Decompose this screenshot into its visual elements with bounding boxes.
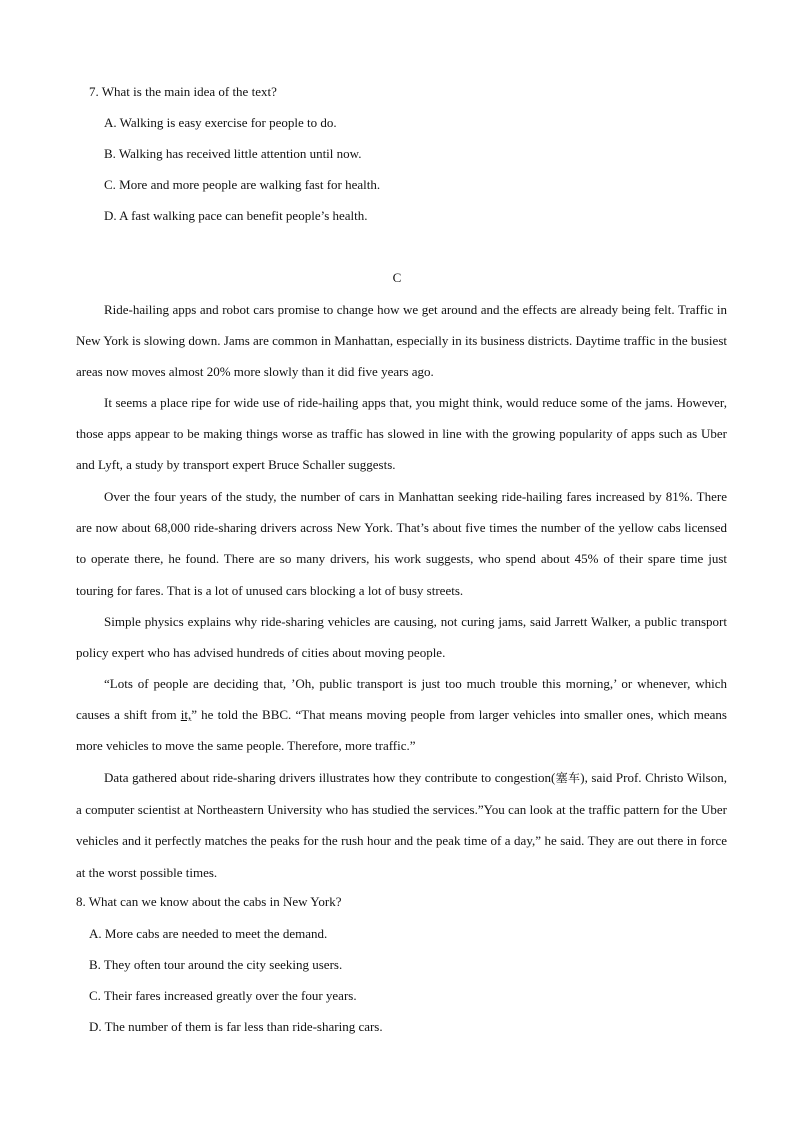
question-7-option-d: D. A fast walking pace can benefit people’s health. — [104, 208, 368, 223]
question-8-option-c: C. Their fares increased greatly over the four years. — [89, 988, 357, 1003]
passage-paragraph-2: It seems a place ripe for wide use of ride-hailing apps that, you might think, would reduce some of the jams. However, those apps appear to be making things worse as traffic has slowed in line with the growing popularity of apps such as Uber and Lyft, a study by transport expert Bruce Schaller suggests. — [76, 395, 727, 473]
question-8-option-b: B. They often tour around the city seeking users. — [89, 957, 343, 972]
question-8-option-d: D. The number of them is far less than ride-sharing cars. — [89, 1019, 383, 1034]
question-7-option-c: C. More and more people are walking fast for health. — [104, 177, 381, 192]
paragraph-6-text-end: ), said Prof. Christo Wilson, a computer scientist at Northeastern University who has studied the services.”You can look at the traffic pattern for the Uber vehicles and it perfectly matches the peaks for the rush hour and the peak time of a day,” he said. They are out there in force at the worst possible times. — [76, 770, 727, 880]
passage-heading: C — [392, 270, 402, 285]
chinese-gloss: 塞车 — [555, 771, 581, 785]
paragraph-5-text-start: “Lots of people are deciding that, ’Oh, public transport is just too much trouble this morning,’ or whenever, which causes a shift from — [76, 676, 727, 723]
underlined-word-it: it, — [180, 707, 192, 723]
question-7: 7. What is the main idea of the text? — [89, 84, 277, 99]
passage-paragraph-1: Ride-hailing apps and robot cars promise to change how we get around and the effects are already being felt. Traffic in New York is slowing down. Jams are common in Manhattan, especially in its business districts. Daytime traffic in the busiest areas now moves almost 20% more slowly than it did five years ago. — [76, 302, 727, 380]
passage-paragraph-4: Simple physics explains why ride-sharing vehicles are causing, not curing jams, said Jarrett Walker, a public transport policy expert who has advised hundreds of cities about moving people. — [76, 614, 727, 661]
question-8-option-a: A. More cabs are needed to meet the demand. — [89, 926, 328, 941]
passage-paragraph-6 — [76, 762, 727, 888]
question-7-option-b: B. Walking has received little attention until now. — [104, 146, 362, 161]
paragraph-5-text-end: ” he told the BBC. “That means moving people from larger vehicles into smaller ones, which means more vehicles to move the same people. Therefore, more traffic.” — [76, 707, 727, 754]
passage-paragraph-3: Over the four years of the study, the number of cars in Manhattan seeking ride-hailing fares increased by 81%. There are now about 68,000 ride-sharing drivers across New York. That’s about five times the number of the yellow cabs licensed to operate there, he found. There are so many drivers, his work suggests, who spend about 45% of their spare time just touring for fares. That is a lot of unused cars blocking a lot of busy streets. — [76, 489, 727, 598]
question-7-option-a: A. Walking is easy exercise for people to do. — [104, 115, 337, 130]
paragraph-6-text-start: Data gathered about ride-sharing drivers illustrates how they contribute to congestion( — [104, 770, 556, 785]
passage-paragraph-5 — [76, 668, 727, 762]
question-8: 8. What can we know about the cabs in New York? — [76, 894, 342, 909]
